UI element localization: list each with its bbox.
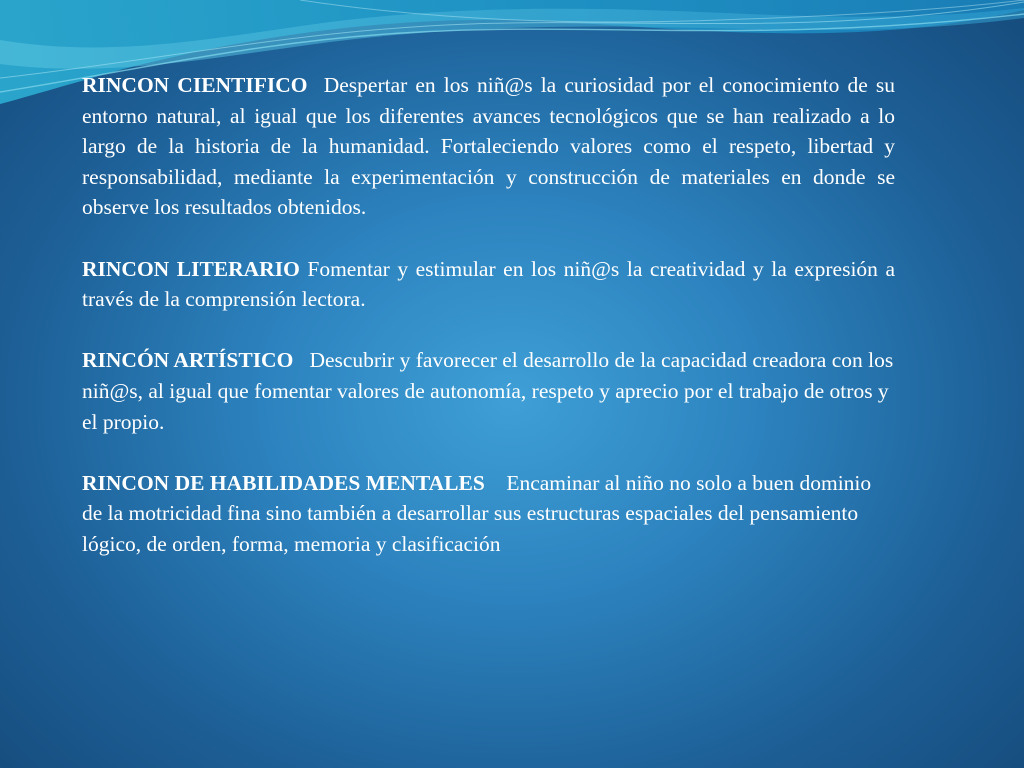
section-body: Fomentar y estimular en los niñ@s la creatividad y la expresión a través de la comprensión lectora.: [82, 256, 896, 312]
section-body: Encaminar al niño no solo a buen dominio de la motricidad fina sino también a desarrollar sus estructuras espaciales del pensamiento lógico, de orden, forma, memoria y clasificación: [82, 470, 872, 556]
section-body: Descubrir y favorecer el desarrollo de la capacidad creadora con los niñ@s, al igual que fomentar valores de autonomía, respeto y aprecio por el trabajo de otros y el propio.: [82, 348, 894, 434]
section-heading: RINCON LITERARIO: [82, 256, 300, 281]
section-rincon-habilidades-mentales: [82, 468, 895, 560]
section-rincon-cientifico: [82, 70, 895, 223]
section-heading: RINCON CIENTIFICO: [82, 73, 308, 97]
slide-text-body: [82, 70, 895, 590]
section-rincon-literario: [82, 254, 895, 315]
section-heading: RINCON DE HABILIDADES MENTALES: [82, 470, 485, 495]
section-body: Despertar en los niñ@s la curiosidad por el conocimiento de su entorno natural, al igual que los diferentes avances tecnológicos que se han realizado a lo largo de la historia de la humanidad. Fortaleciendo valores como el respeto, libertad y responsabilidad, mediante la experimentación y construcción de materiales en donde se observe los resultados obtenidos.: [82, 73, 895, 220]
section-rincon-artistico: [82, 345, 895, 437]
section-heading: RINCÓN ARTÍSTICO: [82, 348, 294, 373]
